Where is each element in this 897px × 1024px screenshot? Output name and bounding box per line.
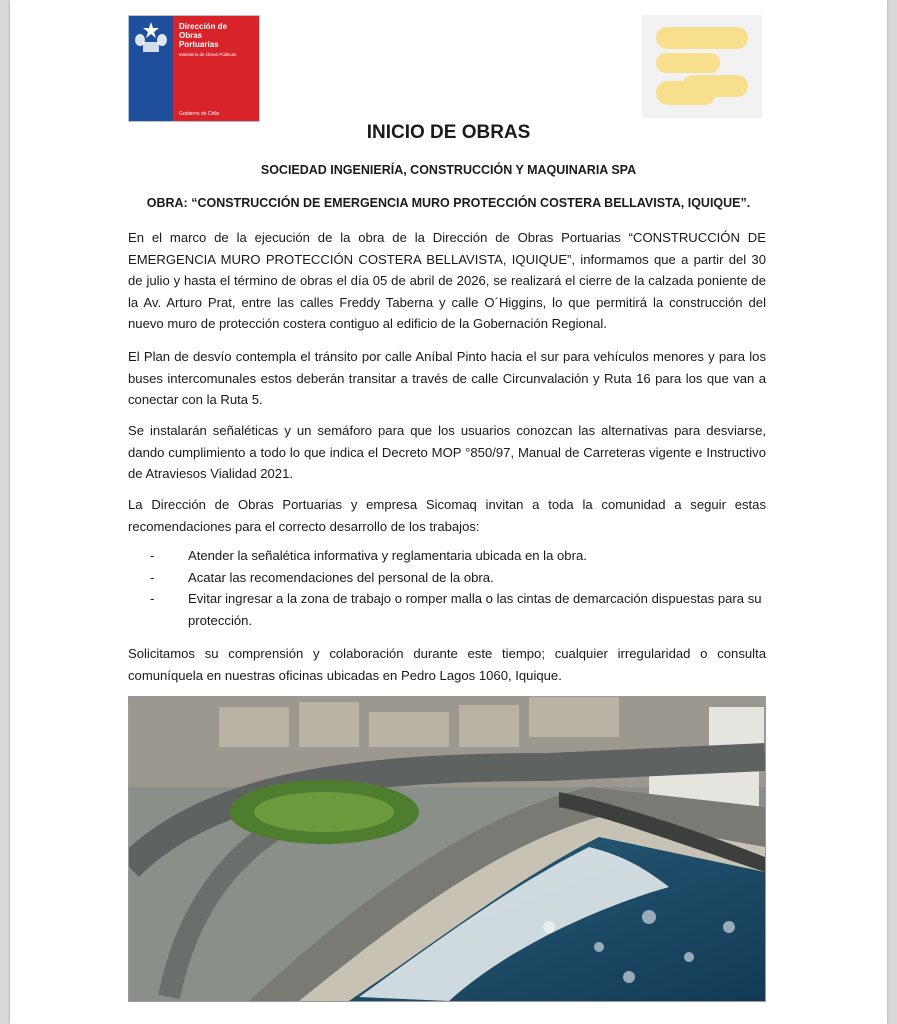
page-title: INICIO DE OBRAS xyxy=(366,122,531,143)
list-item xyxy=(150,588,766,631)
paragraph-detour-plan: El Plan de desvío contempla el tránsito por calle Aníbal Pinto hacia el sur para vehículos menores y para los buses intercomunales estos deberán transitar a través de calle Circunvalación y Ruta 16 para los que van a conectar con la Ruta 5. xyxy=(128,349,766,407)
logo-title-line-2: Obras xyxy=(179,31,203,40)
paragraph-signage: Se instalarán señaléticas y un semáforo para que los usuarios conozcan las alternativas para desviarse, dando cumplimiento a todo lo que indica el Decreto MOP °850/97, Manual de Carreteras vigente e Instructivo de Atraviesos Vialidad 2021. xyxy=(128,423,766,481)
chile-coat-of-arms-icon xyxy=(129,18,173,58)
list-item-text: Acatar las recomendaciones del personal de la obra. xyxy=(188,569,494,585)
bullet-dash: - xyxy=(150,569,155,585)
bullet-dash: - xyxy=(150,591,155,606)
paragraph-closing: Solicitamos su comprensión y colaboración durante este tiempo; cualquier irregularidad o consulta comuníquela en nuestras oficinas ubicadas en Pedro Lagos 1060, Iquique. xyxy=(128,646,766,683)
logo-title-line-3: Portuarias xyxy=(179,40,219,49)
logo-footer: Gobierno de Chile xyxy=(179,111,220,117)
recommendations-list xyxy=(150,545,766,631)
bullet-dash: - xyxy=(150,548,155,563)
coastline-image xyxy=(129,697,765,1001)
document-page xyxy=(10,0,887,1024)
project-name: OBRA: “CONSTRUCCIÓN DE EMERGENCIA MURO PROTECCIÓN COSTERA BELLAVISTA, IQUIQUE”. xyxy=(146,196,751,210)
paragraph-invitation: La Dirección de Obras Portuarias y empresa Sicomaq invitan a toda la comunidad a seguir estas recomendaciones para el correcto desarrollo de los trabajos: xyxy=(128,497,766,534)
company-name: SOCIEDAD INGENIERÍA, CONSTRUCCIÓN Y MAQUINARIA SPA xyxy=(260,163,637,177)
logo-ministry: Ministerio de Obras Públicas xyxy=(179,52,237,57)
sicomaq-logo-icon xyxy=(642,15,762,118)
logo-red-field xyxy=(173,16,259,121)
list-item xyxy=(150,545,766,567)
list-item xyxy=(150,567,766,589)
sicomaq-logo xyxy=(642,15,762,118)
paragraph-intro: En el marco de la ejecución de la obra de la Dirección de Obras Portuarias “CONSTRUCCIÓN DE EMERGENCIA MURO PROTECCIÓN COSTERA BELLAVISTA, IQUIQUE”, informamos que a partir del 30 de julio y hasta el término de obras el día 05 de abril de 2026, se realizará el cierre de la calzada poniente de la Av. Arturo Prat, entre las calles Freddy Taberna y calle O´Higgins, lo que permitirá la construcción del nuevo muro de protección costera contiguo al edificio de la Gobernación Regional. xyxy=(128,230,766,331)
list-item-text: Atender la señalética informativa y reglamentaria ubicada en la obra. xyxy=(188,548,587,563)
list-item-text: Evitar ingresar a la zona de trabajo o romper malla o las cintas de demarcación dispuestas para su protección. xyxy=(188,591,762,628)
logo-blue-field xyxy=(129,16,173,121)
aerial-coast-photo xyxy=(128,696,766,1002)
dop-logo xyxy=(128,15,260,122)
logo-title-line-1: Dirección de xyxy=(179,22,228,31)
